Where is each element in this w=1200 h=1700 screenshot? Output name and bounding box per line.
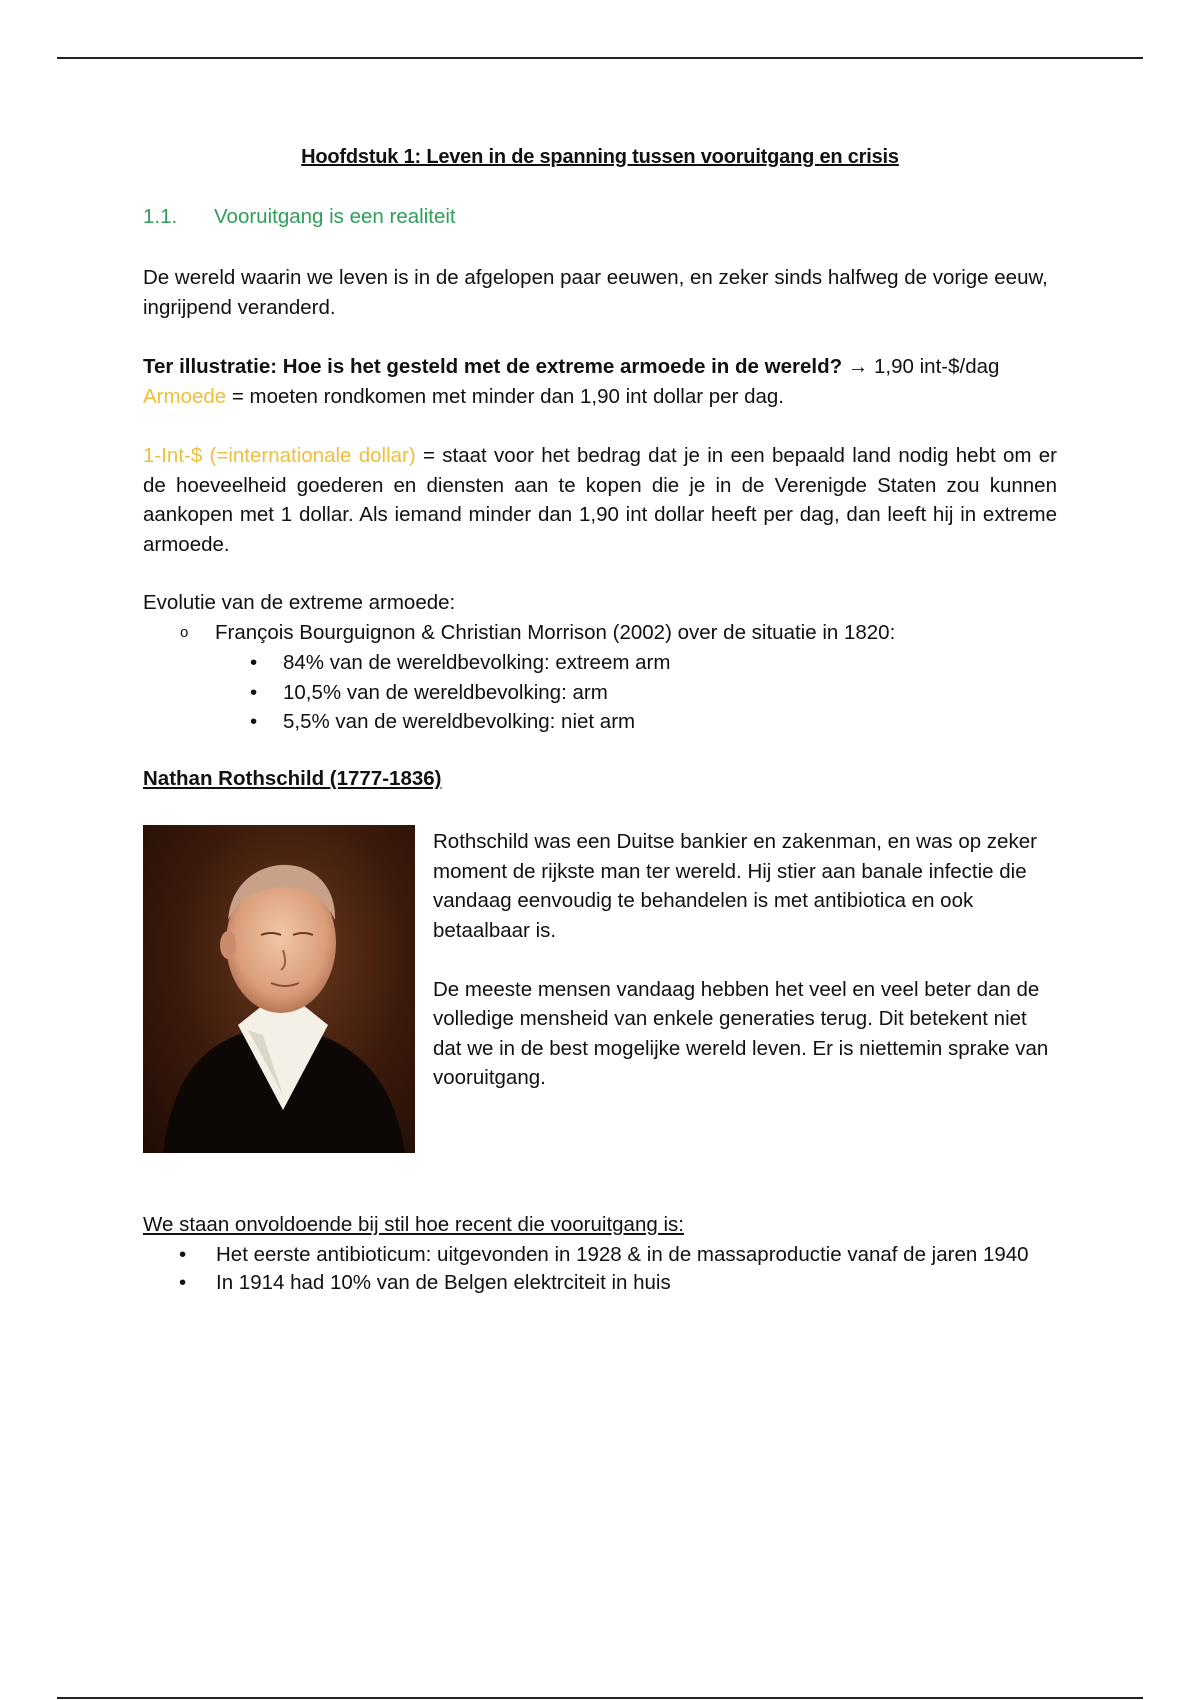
recent-list (143, 1241, 1057, 1297)
list-item (250, 707, 670, 737)
chapter-title: Hoofdstuk 1: Leven in de spanning tussen vooruitgang en crisis (301, 146, 899, 168)
person-heading: Nathan Rothschild (1777-1836) (143, 767, 442, 790)
footer-rule (57, 1697, 1143, 1699)
list-item (143, 1269, 1057, 1297)
bullet-icon: • (179, 1271, 187, 1294)
bullet-icon: • (179, 1243, 187, 1266)
person-paragraph-1: Rothschild was een Duitse bankier en zakenman, en was op zeker moment de rijkste man ter wereld. Hij stier aan banale infectie die vandaag eenvoudig te behandelen is met antibiotica en ook betaalbaar is. (433, 830, 1037, 942)
list-item-text: In 1914 had 10% van de Belgen elektrciteit in huis (216, 1271, 671, 1294)
list-item (143, 1241, 1057, 1269)
term-armoede: Armoede (143, 384, 227, 408)
evolution-heading: Evolutie van de extreme armoede: (143, 591, 456, 614)
list-item-text: 10,5% van de wereldbevolking: arm (283, 680, 608, 704)
illustration-answer: 1,90 int-$/dag (868, 355, 1000, 378)
intdollar-definition: = staat voor het bedrag dat je in een bepaald land nodig hebt om er de hoeveelheid goederen en diensten aan te kopen die je in de Verenigde Staten zou kunnen aankopen met 1 dollar. Als iemand minder dan 1,90 int dollar heeft per dag, dan leeft hij in extreme armoede. (143, 444, 1057, 556)
recent-heading: We staan onvoldoende bij stil hoe recent die vooruitgang is: (143, 1213, 684, 1236)
portrait-image (143, 825, 415, 1153)
evolution-list (250, 648, 670, 737)
list-item (250, 648, 670, 678)
circle-bullet-icon: o (180, 624, 189, 641)
list-item-text: 84% van de wereldbevolking: extreem arm (283, 651, 671, 674)
sub-list-item (180, 618, 895, 648)
bullet-icon: • (250, 680, 258, 704)
person-paragraph-2: De meeste mensen vandaag hebben het veel en veel beter dan de volledige mensheid van enkele generaties terug. Dit betekent niet dat we in de best mogelijke wereld leven. Er is niettemin sprake van vooruitgang. (433, 977, 1049, 1089)
person-text (433, 827, 1057, 1122)
section-title: Vooruitgang is een realiteit (214, 205, 456, 228)
sub-list-item-text: François Bourguignon & Christian Morrison (2002) over de situatie in 1820: (215, 621, 896, 644)
intdollar-paragraph (143, 441, 1057, 559)
illustration-question: Ter illustratie: Hoe is het gesteld met de extreme armoede in de wereld? (143, 355, 843, 378)
section-number: 1.1. (143, 205, 178, 228)
illustration-paragraph (143, 352, 1057, 411)
arrow-symbol: → (847, 355, 869, 378)
armoede-definition: = moeten rondkomen met minder dan 1,90 int dollar per dag. (226, 384, 785, 408)
header-rule (57, 57, 1143, 59)
list-item-text: 5,5% van de wereldbevolking: niet arm (283, 710, 636, 733)
term-intdollar: 1-Int-$ (=internationale dollar) (143, 444, 416, 467)
list-item-text: Het eerste antibioticum: uitgevonden in 1928 & in de massaproductie vanaf de jaren 1940 (216, 1243, 1029, 1266)
list-item (250, 678, 670, 708)
section-heading (143, 205, 456, 229)
portrait-illustration (143, 825, 415, 1153)
intro-paragraph: De wereld waarin we leven is in de afgelopen paar eeuwen, en zeker sinds halfweg de vorige eeuw, ingrijpend veranderd. (143, 266, 1048, 319)
bullet-icon: • (250, 710, 258, 733)
bullet-icon: • (250, 651, 258, 674)
